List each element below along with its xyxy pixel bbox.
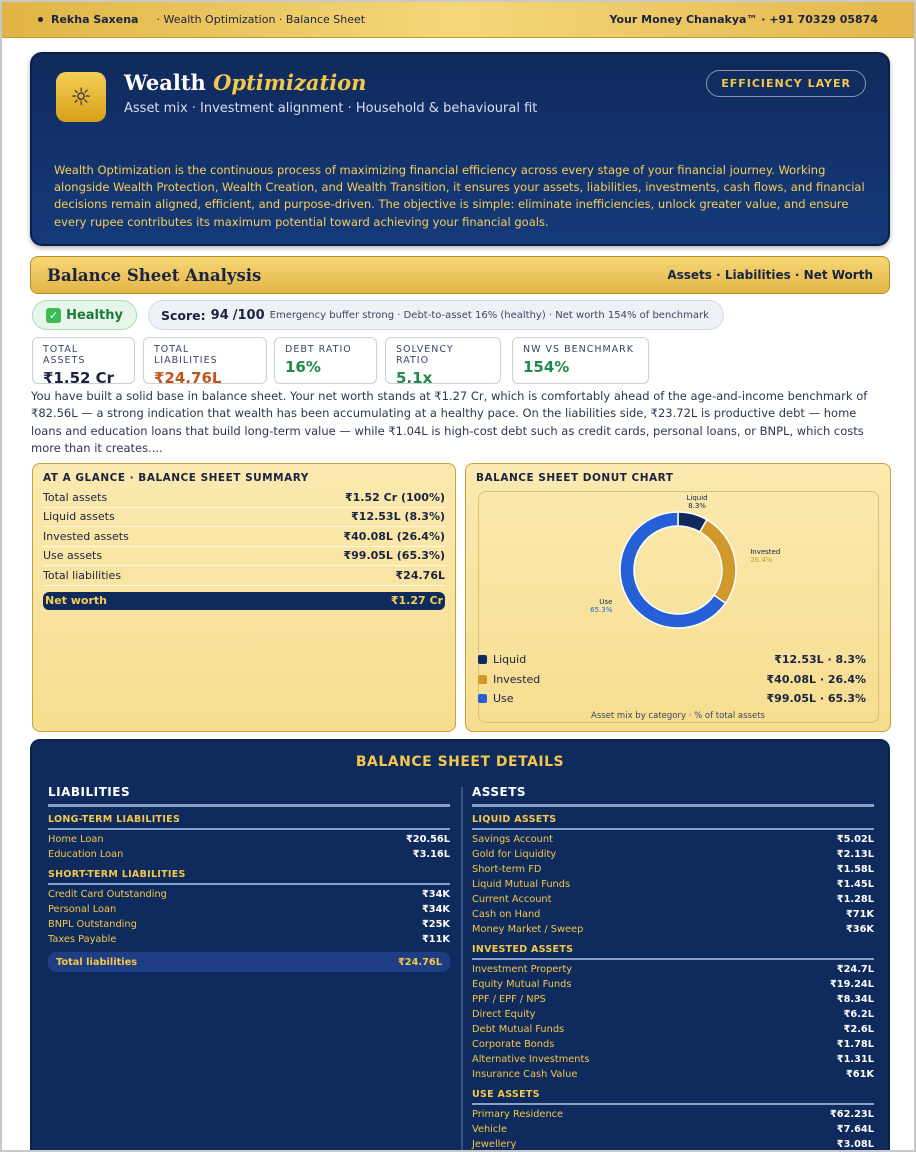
detail-row	[48, 902, 450, 917]
detail-label: Investment Property	[472, 964, 573, 975]
column-heading: ASSETS	[472, 785, 874, 807]
donut-title: BALANCE SHEET DONUT CHART	[476, 472, 674, 484]
detail-label: Vehicle	[472, 1124, 508, 1135]
detail-label: Money Market / Sweep	[472, 924, 584, 935]
networth-value: ₹1.27 Cr	[390, 594, 443, 607]
column-heading: LIABILITIES	[48, 785, 450, 807]
legend-value: ₹99.05L · 65.3%	[766, 692, 866, 705]
detail-value: ₹3.08L	[836, 1139, 874, 1150]
detail-label: Primary Residence	[472, 1109, 564, 1120]
detail-row	[472, 1122, 874, 1137]
glance-panel	[32, 463, 456, 732]
detail-label: Cash on Hand	[472, 909, 541, 920]
detail-row	[472, 962, 874, 977]
detail-row	[472, 1137, 874, 1152]
detail-row	[472, 922, 874, 937]
group-heading: LONG-TERM LIABILITIES	[48, 814, 450, 830]
detail-value: ₹1.31L	[836, 1054, 874, 1065]
detail-value: ₹7.64L	[836, 1124, 874, 1135]
detail-label: PPF / EPF / NPS	[472, 994, 546, 1005]
legend-swatch	[478, 675, 487, 684]
detail-row	[472, 862, 874, 877]
page-title	[124, 70, 366, 95]
client-name: Rekha Saxena	[51, 13, 139, 26]
donut-pct-liquid: 8.3%	[688, 502, 706, 510]
legend-item-invested	[478, 673, 866, 686]
glance-value: ₹99.05L (65.3%)	[343, 549, 445, 563]
detail-row	[472, 847, 874, 862]
detail-row	[472, 992, 874, 1007]
donut-label-use: Use	[599, 598, 613, 607]
detail-row	[472, 1007, 874, 1022]
detail-label: Insurance Cash Value	[472, 1069, 578, 1080]
metric-card	[512, 337, 649, 384]
section-title: Balance Sheet Analysis	[47, 265, 262, 285]
glance-label: Invested assets	[43, 529, 129, 543]
donut-label-liquid: Liquid	[686, 494, 708, 502]
hero-description: Wealth Optimization is the continuous process of maximizing financial efficiency across every stage of your financial journey. Working alongside Wealth Protection, Wealth Creation, and Wealth Transition, it ensures your assets, liabilities, investments, cash flows, and financial decisions remain aligned, efficient, and purpose-driven. The objective is simple: eliminate inefficiencies, unlock greater value, and ensure every rupee contributes its maximum potential toward achieving your financial goals.	[54, 163, 865, 229]
metric-card	[143, 337, 267, 387]
glance-label: Use assets	[43, 549, 103, 563]
score-pill	[148, 300, 724, 330]
detail-row	[472, 832, 874, 847]
detail-label: Corporate Bonds	[472, 1039, 555, 1050]
glance-row	[43, 547, 445, 567]
brand-contact: Your Money Chanakya™ · +91 70329 05874	[609, 13, 878, 26]
detail-row	[48, 832, 450, 847]
liabilities-column	[48, 785, 450, 972]
detail-row	[472, 892, 874, 907]
detail-label: Taxes Payable	[48, 934, 117, 945]
section-header	[30, 256, 890, 294]
detail-label: Debt Mutual Funds	[472, 1024, 565, 1035]
breadcrumb: · Wealth Optimization · Balance Sheet	[156, 13, 366, 26]
group-heading: LIQUID ASSETS	[472, 814, 874, 830]
glance-value: ₹40.08L (26.4%)	[343, 529, 445, 543]
metric-label: DEBT RATIO	[285, 344, 352, 355]
detail-row	[472, 1052, 874, 1067]
metric-label: TOTAL LIABILITIES	[154, 344, 218, 366]
title-emphasis: Optimization	[213, 70, 367, 95]
glance-title: AT A GLANCE · BALANCE SHEET SUMMARY	[43, 472, 309, 484]
metric-label: SOLVENCY RATIO	[396, 344, 454, 366]
detail-label: Jewellery	[472, 1139, 517, 1150]
detail-value: ₹5.02L	[836, 834, 874, 845]
metric-label: NW VS BENCHMARK	[523, 344, 634, 355]
detail-label: Direct Equity	[472, 1009, 536, 1020]
assets-column	[472, 785, 874, 1152]
detail-row	[48, 932, 450, 947]
legend-label: Use	[493, 692, 514, 705]
detail-row	[472, 877, 874, 892]
efficiency-layer-badge: EFFICIENCY LAYER	[706, 70, 866, 97]
metric-value: 16%	[285, 358, 321, 376]
total-label: Total liabilities	[56, 956, 138, 968]
metric-card	[32, 337, 135, 387]
detail-row	[472, 1067, 874, 1082]
column-divider	[461, 787, 463, 1152]
detail-row	[48, 917, 450, 932]
detail-value: ₹20.56L	[405, 834, 450, 845]
health-status-text: Healthy	[66, 307, 123, 323]
detail-label: Liquid Mutual Funds	[472, 879, 571, 890]
detail-label: Current Account	[472, 894, 552, 905]
glance-value: ₹24.76L	[395, 568, 445, 582]
detail-row	[472, 1037, 874, 1052]
glance-value: ₹1.52 Cr (100%)	[345, 490, 445, 504]
detail-value: ₹34K	[421, 889, 450, 900]
bullet-icon	[38, 17, 43, 22]
detail-row	[472, 977, 874, 992]
donut-frame	[478, 491, 879, 723]
detail-value: ₹61K	[845, 1069, 874, 1080]
donut-chart	[479, 492, 877, 722]
legend-label: Liquid	[493, 653, 527, 666]
detail-label: Equity Mutual Funds	[472, 979, 572, 990]
donut-label-invested: Invested	[750, 547, 781, 556]
donut-caption: Asset mix by category · % of total assets	[591, 711, 765, 721]
detail-value: ₹34K	[421, 904, 450, 915]
detail-value: ₹1.78L	[836, 1039, 874, 1050]
detail-label: Alternative Investments	[472, 1054, 590, 1065]
metric-value: 5.1x	[396, 369, 433, 387]
detail-row	[48, 887, 450, 902]
section-tags: Assets · Liabilities · Net Worth	[667, 268, 873, 282]
legend-item-use	[478, 692, 866, 705]
detail-value: ₹36K	[845, 924, 874, 935]
page-subtitle: Asset mix · Investment alignment · Household & behavioural fit	[124, 101, 538, 116]
detail-label: Education Loan	[48, 849, 124, 860]
detail-label: Credit Card Outstanding	[48, 889, 167, 900]
detail-row	[48, 847, 450, 862]
glance-rows	[43, 488, 445, 586]
detail-value: ₹6.2L	[843, 1009, 874, 1020]
networth-row	[43, 592, 445, 610]
metric-value: 154%	[523, 358, 570, 376]
score-label: Score:	[161, 307, 206, 323]
score-max: /100	[232, 307, 265, 323]
detail-value: ₹24.7L	[836, 964, 874, 975]
group-heading: INVESTED ASSETS	[472, 944, 874, 960]
legend-value: ₹40.08L · 26.4%	[766, 672, 866, 686]
balance-sheet-details	[30, 739, 890, 1152]
glance-row	[43, 508, 445, 528]
metric-card	[274, 337, 377, 384]
donut-panel	[465, 463, 891, 732]
metric-card	[385, 337, 501, 387]
detail-label: Personal Loan	[48, 904, 117, 915]
legend-item-liquid	[478, 653, 866, 666]
detail-label: Gold for Liquidity	[472, 849, 557, 860]
glance-row	[43, 527, 445, 547]
title-main: Wealth	[124, 70, 206, 95]
detail-value: ₹1.28L	[836, 894, 874, 905]
group-heading: USE ASSETS	[472, 1089, 874, 1105]
health-status-badge	[32, 300, 137, 330]
detail-value: ₹1.45L	[836, 879, 874, 890]
detail-row	[472, 1022, 874, 1037]
metric-label: TOTAL ASSETS	[43, 344, 86, 366]
detail-label: BNPL Outstanding	[48, 919, 137, 930]
glance-value: ₹12.53L (8.3%)	[351, 510, 445, 524]
details-title: BALANCE SHEET DETAILS	[355, 754, 565, 770]
glance-row	[43, 566, 445, 586]
glance-label: Total liabilities	[43, 568, 122, 582]
detail-value: ₹11K	[421, 934, 450, 945]
donut-slice-invested	[700, 520, 736, 603]
total-value: ₹24.76L	[397, 956, 442, 968]
detail-value: ₹19.24L	[829, 979, 874, 990]
total-liabilities-row	[48, 952, 450, 972]
detail-value: ₹1.58L	[836, 864, 874, 875]
score-summary: Emergency buffer strong · Debt-to-asset 16% (healthy) · Net worth 154% of benchmark	[269, 309, 709, 321]
top-bar	[2, 2, 914, 38]
detail-value: ₹3.16L	[412, 849, 450, 860]
detail-row	[472, 1107, 874, 1122]
legend-value: ₹12.53L · 8.3%	[774, 653, 866, 666]
metric-value: ₹1.52 Cr	[43, 369, 115, 387]
glance-row	[43, 488, 445, 508]
hero-card	[30, 52, 890, 246]
detail-value: ₹71K	[845, 909, 874, 920]
glance-label: Total assets	[43, 490, 108, 504]
metric-value: ₹24.76L	[154, 369, 222, 387]
legend-swatch	[478, 655, 487, 664]
legend-swatch	[478, 694, 487, 703]
detail-value: ₹8.34L	[836, 994, 874, 1005]
detail-value: ₹2.6L	[843, 1024, 874, 1035]
glance-label: Liquid assets	[43, 510, 115, 524]
detail-label: Short-term FD	[472, 864, 542, 875]
detail-label: Home Loan	[48, 834, 104, 845]
detail-value: ₹62.23L	[829, 1109, 874, 1120]
legend-label: Invested	[493, 672, 541, 686]
score-value: 94	[210, 307, 229, 323]
detail-value: ₹2.13L	[836, 849, 874, 860]
detail-value: ₹25K	[421, 919, 450, 930]
balance-sheet-intro: You have built a solid base in balance sheet. Your net worth stands at ₹1.27 Cr, which is comfortably ahead of the age-and-income benchmark of ₹82.56L — a strong indication that wealth has been accumulating at a healthy pace. On the liabilities side, ₹23.72L is productive debt — home loans and education loans that build long-term value — while ₹1.04L is high-cost debt such as credit cards, personal loans, or BNPL, which costs more than it creates....	[31, 389, 868, 456]
check-icon: ✓	[46, 308, 61, 323]
sun-icon: ☼	[56, 72, 106, 122]
donut-pct-use: 65.3%	[590, 606, 613, 615]
detail-label: Savings Account	[472, 834, 553, 845]
donut-pct-invested: 26.4%	[750, 555, 773, 564]
group-heading: SHORT-TERM LIABILITIES	[48, 869, 450, 885]
networth-label: Net worth	[45, 594, 107, 607]
detail-row	[472, 907, 874, 922]
